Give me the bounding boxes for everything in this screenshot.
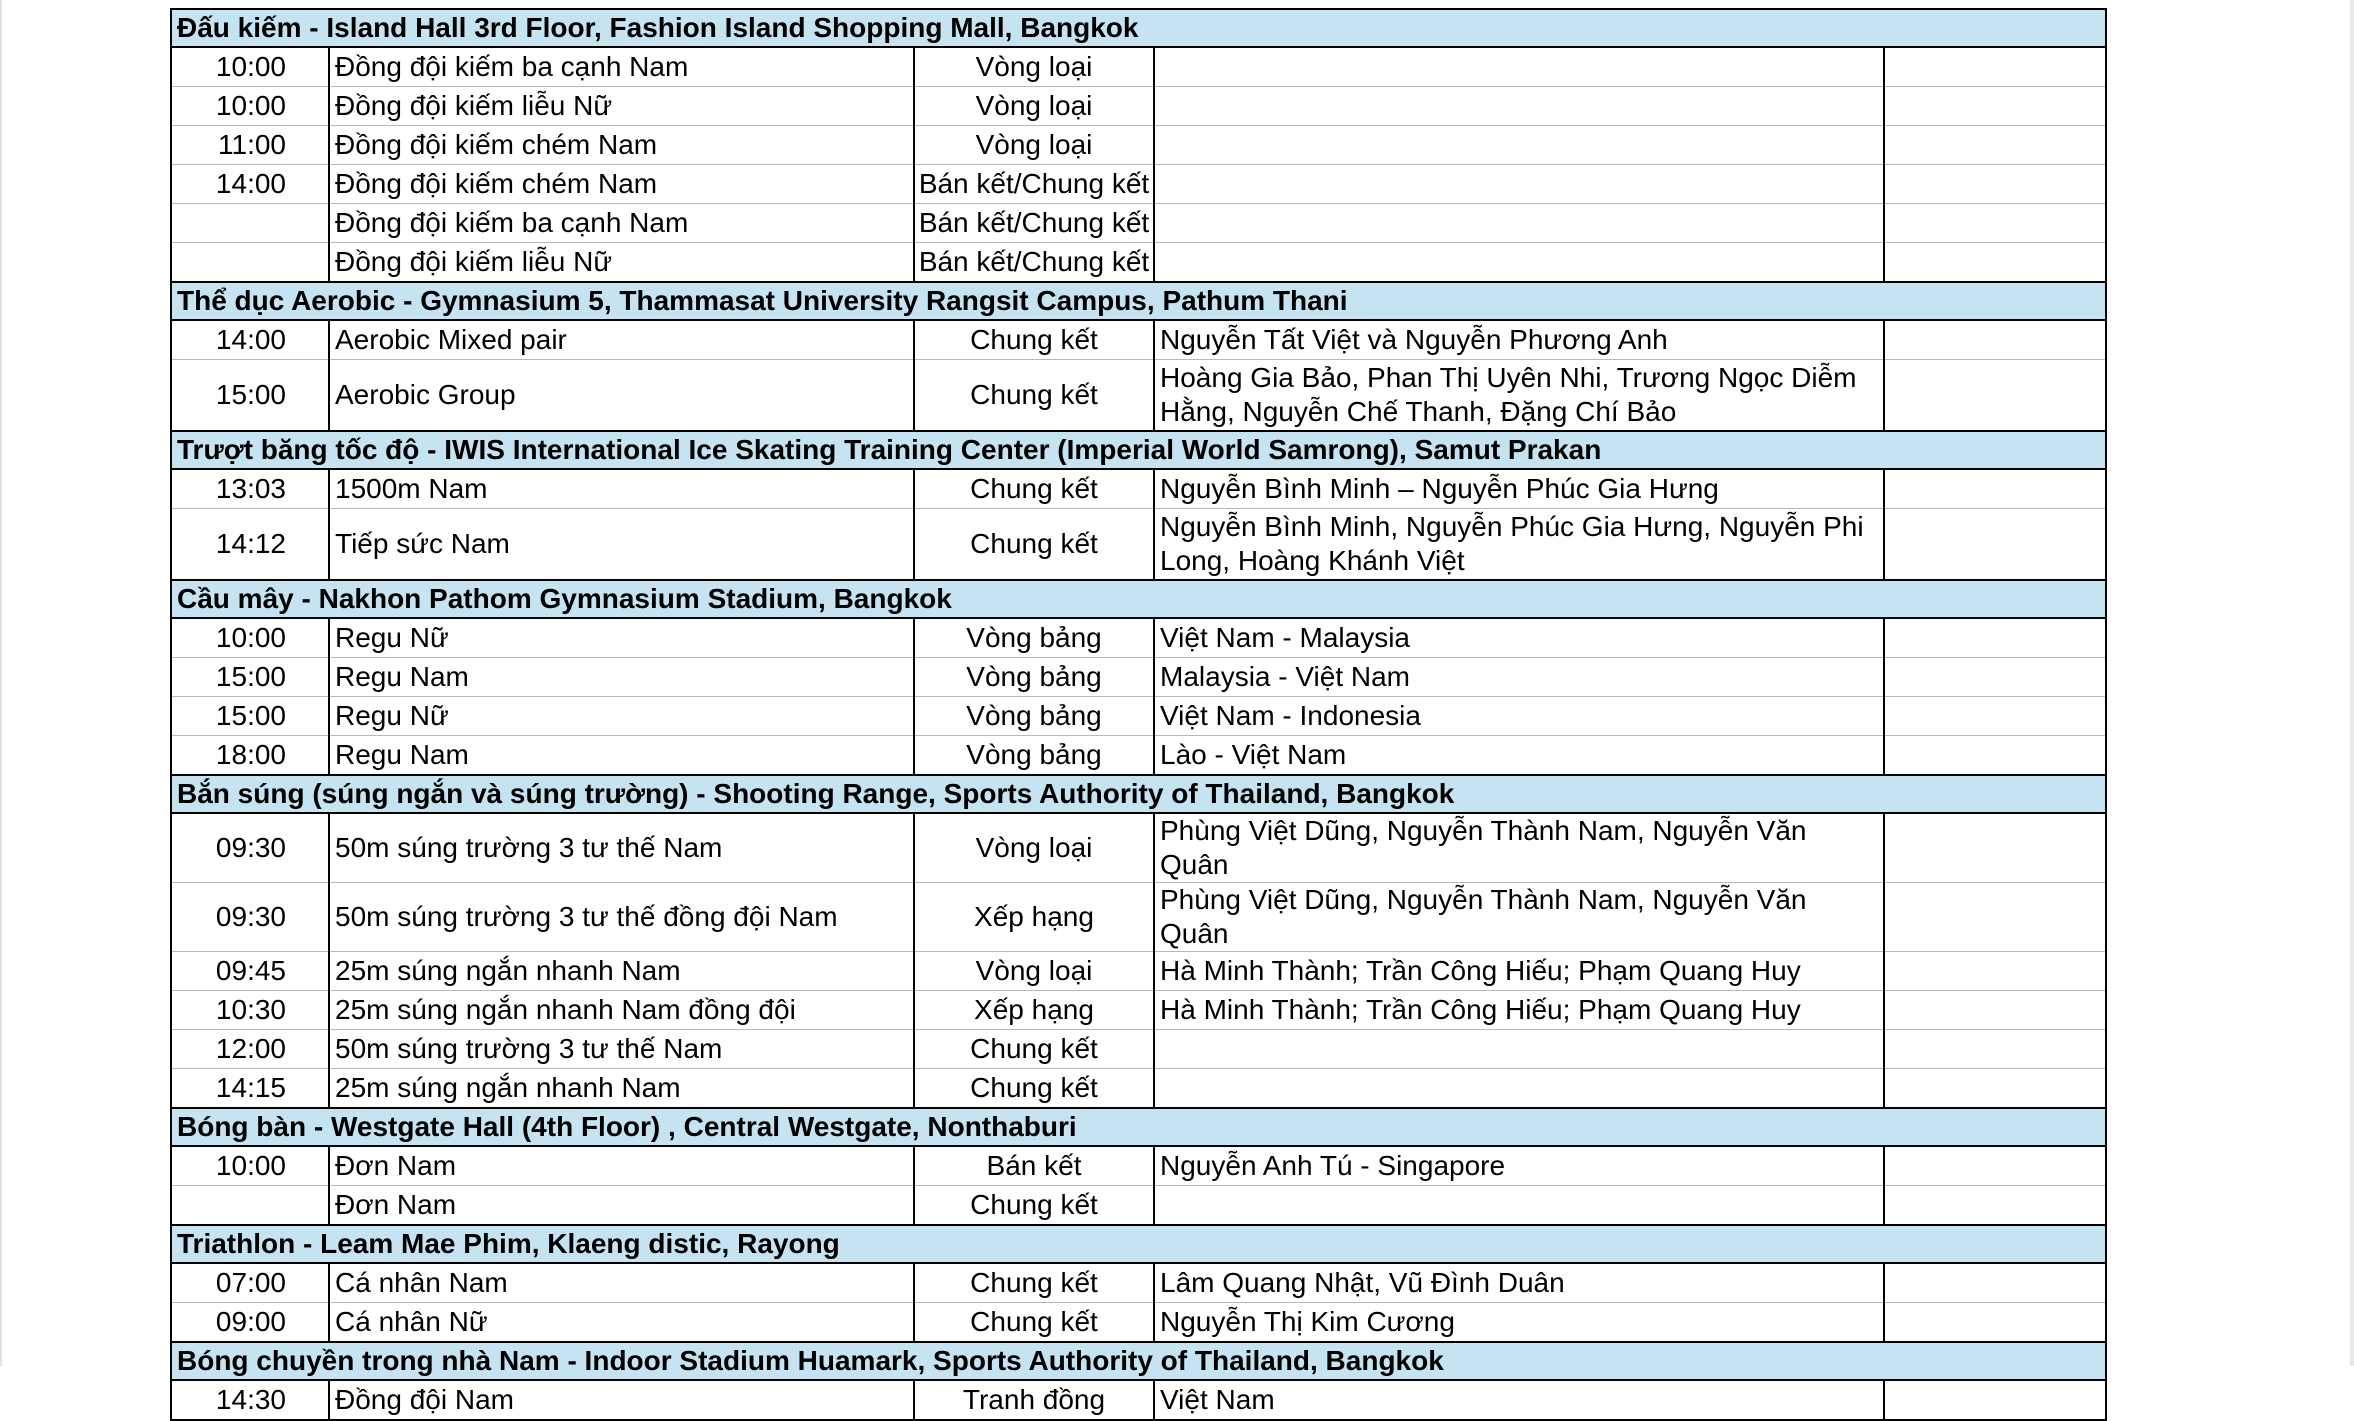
time-cell[interactable]: 15:00 — [171, 360, 329, 432]
extra-cell[interactable] — [1884, 320, 2106, 360]
round-cell[interactable]: Chung kết — [914, 1303, 1154, 1343]
time-cell[interactable]: 11:00 — [171, 126, 329, 165]
extra-cell[interactable] — [1884, 360, 2106, 432]
athletes-cell[interactable] — [1154, 1186, 1884, 1226]
table-row — [171, 320, 2106, 360]
athletes-cell[interactable]: Nguyễn Tất Việt và Nguyễn Phương Anh — [1154, 320, 1884, 360]
athletes-cell[interactable]: Phùng Việt Dũng, Nguyễn Thành Nam, Nguyễn Văn Quân — [1154, 813, 1884, 883]
athletes-cell[interactable]: Việt Nam - Malaysia — [1154, 618, 1884, 658]
extra-cell[interactable] — [1884, 883, 2106, 952]
table-row — [171, 126, 2106, 165]
event-cell[interactable]: 50m súng trường 3 tư thế Nam — [329, 813, 914, 883]
time-cell[interactable]: 12:00 — [171, 1030, 329, 1069]
time-cell[interactable]: 09:45 — [171, 952, 329, 991]
table-row — [171, 736, 2106, 776]
round-cell[interactable]: Vòng loại — [914, 87, 1154, 126]
event-cell[interactable]: 25m súng ngắn nhanh Nam — [329, 1069, 914, 1109]
extra-cell[interactable] — [1884, 1303, 2106, 1343]
athletes-cell[interactable]: Lâm Quang Nhật, Vũ Đình Duân — [1154, 1263, 1884, 1303]
extra-cell[interactable] — [1884, 126, 2106, 165]
table-row — [171, 47, 2106, 87]
athletes-cell[interactable]: Việt Nam - Indonesia — [1154, 697, 1884, 736]
event-cell[interactable]: Đồng đội kiếm chém Nam — [329, 165, 914, 204]
event-cell[interactable]: Đồng đội kiếm liễu Nữ — [329, 87, 914, 126]
athletes-cell[interactable]: Nguyễn Anh Tú - Singapore — [1154, 1146, 1884, 1186]
table-row — [171, 204, 2106, 243]
table-row — [171, 360, 2106, 432]
time-cell[interactable]: 14:15 — [171, 1069, 329, 1109]
schedule-table — [170, 8, 2107, 1421]
event-cell[interactable]: Regu Nam — [329, 658, 914, 697]
athletes-cell[interactable]: Nguyễn Bình Minh, Nguyễn Phúc Gia Hưng, Nguyễn Phi Long, Hoàng Khánh Việt — [1154, 509, 1884, 581]
section-title[interactable]: Đấu kiếm - Island Hall 3rd Floor, Fashion Island Shopping Mall, Bangkok — [171, 9, 2106, 47]
time-cell[interactable]: 09:00 — [171, 1303, 329, 1343]
table-row — [171, 1069, 2106, 1109]
event-cell[interactable]: Regu Nam — [329, 736, 914, 776]
round-cell[interactable]: Vòng bảng — [914, 658, 1154, 697]
event-cell[interactable]: 25m súng ngắn nhanh Nam đồng đội — [329, 991, 914, 1030]
table-row — [171, 1263, 2106, 1303]
event-cell[interactable]: Aerobic Group — [329, 360, 914, 432]
table-row — [171, 469, 2106, 509]
round-cell[interactable]: Bán kết — [914, 1146, 1154, 1186]
extra-cell[interactable] — [1884, 509, 2106, 581]
time-cell[interactable]: 14:12 — [171, 509, 329, 581]
round-cell[interactable]: Xếp hạng — [914, 991, 1154, 1030]
athletes-cell[interactable] — [1154, 1069, 1884, 1109]
event-cell[interactable]: Đồng đội kiếm liễu Nữ — [329, 243, 914, 283]
section-title[interactable]: Bóng chuyền trong nhà Nam - Indoor Stadium Huamark, Sports Authority of Thailand, Bangkok — [171, 1342, 2106, 1380]
athletes-cell[interactable]: Hà Minh Thành; Trần Công Hiếu; Phạm Quang Huy — [1154, 991, 1884, 1030]
round-cell[interactable]: Chung kết — [914, 360, 1154, 432]
athletes-cell[interactable] — [1154, 126, 1884, 165]
time-cell[interactable] — [171, 243, 329, 283]
extra-cell[interactable] — [1884, 1263, 2106, 1303]
extra-cell[interactable] — [1884, 1146, 2106, 1186]
table-row — [171, 1186, 2106, 1226]
round-cell[interactable]: Chung kết — [914, 1263, 1154, 1303]
round-cell[interactable]: Chung kết — [914, 469, 1154, 509]
athletes-cell[interactable]: Hà Minh Thành; Trần Công Hiếu; Phạm Quang Huy — [1154, 952, 1884, 991]
extra-cell[interactable] — [1884, 87, 2106, 126]
event-cell[interactable]: Đơn Nam — [329, 1186, 914, 1226]
extra-cell[interactable] — [1884, 813, 2106, 883]
athletes-cell[interactable]: Malaysia - Việt Nam — [1154, 658, 1884, 697]
section-title[interactable]: Bóng bàn - Westgate Hall (4th Floor) , Central Westgate, Nonthaburi — [171, 1108, 2106, 1146]
extra-cell[interactable] — [1884, 658, 2106, 697]
round-cell[interactable]: Chung kết — [914, 509, 1154, 581]
time-cell[interactable]: 14:00 — [171, 165, 329, 204]
section-header — [171, 282, 2106, 320]
event-cell[interactable]: Đồng đội kiếm ba cạnh Nam — [329, 47, 914, 87]
round-cell[interactable]: Chung kết — [914, 320, 1154, 360]
time-cell[interactable]: 13:03 — [171, 469, 329, 509]
extra-cell[interactable] — [1884, 204, 2106, 243]
time-cell[interactable] — [171, 204, 329, 243]
athletes-cell[interactable] — [1154, 243, 1884, 283]
event-cell[interactable]: Regu Nữ — [329, 618, 914, 658]
table-row — [171, 1380, 2106, 1420]
event-cell[interactable]: Cá nhân Nữ — [329, 1303, 914, 1343]
athletes-cell[interactable]: Nguyễn Thị Kim Cương — [1154, 1303, 1884, 1343]
section-header — [171, 580, 2106, 618]
section-title[interactable]: Thể dục Aerobic - Gymnasium 5, Thammasat University Rangsit Campus, Pathum Thani — [171, 282, 2106, 320]
time-cell[interactable]: 15:00 — [171, 658, 329, 697]
table-row — [171, 697, 2106, 736]
round-cell[interactable]: Vòng bảng — [914, 697, 1154, 736]
event-cell[interactable]: Cá nhân Nam — [329, 1263, 914, 1303]
time-cell[interactable]: 14:00 — [171, 320, 329, 360]
round-cell[interactable]: Chung kết — [914, 1186, 1154, 1226]
time-cell[interactable] — [171, 1186, 329, 1226]
round-cell[interactable]: Bán kết/Chung kết — [914, 243, 1154, 283]
time-cell[interactable]: 10:00 — [171, 1146, 329, 1186]
athletes-cell[interactable] — [1154, 87, 1884, 126]
round-cell[interactable]: Chung kết — [914, 1030, 1154, 1069]
round-cell[interactable]: Xếp hạng — [914, 883, 1154, 952]
athletes-cell[interactable] — [1154, 204, 1884, 243]
extra-cell[interactable] — [1884, 1030, 2106, 1069]
round-cell[interactable]: Tranh đồng — [914, 1380, 1154, 1420]
round-cell[interactable]: Vòng loại — [914, 952, 1154, 991]
table-row — [171, 952, 2106, 991]
section-title[interactable]: Cầu mây - Nakhon Pathom Gymnasium Stadium, Bangkok — [171, 580, 2106, 618]
time-cell[interactable]: 10:00 — [171, 87, 329, 126]
athletes-cell[interactable]: Phùng Việt Dũng, Nguyễn Thành Nam, Nguyễn Văn Quân — [1154, 883, 1884, 952]
round-cell[interactable]: Vòng loại — [914, 47, 1154, 87]
event-cell[interactable]: Đồng đội Nam — [329, 1380, 914, 1420]
time-cell[interactable]: 09:30 — [171, 813, 329, 883]
table-row — [171, 813, 2106, 883]
table-row — [171, 1146, 2106, 1186]
extra-cell[interactable] — [1884, 1186, 2106, 1226]
extra-cell[interactable] — [1884, 991, 2106, 1030]
round-cell[interactable]: Vòng loại — [914, 126, 1154, 165]
event-cell[interactable]: 25m súng ngắn nhanh Nam — [329, 952, 914, 991]
round-cell[interactable]: Vòng loại — [914, 813, 1154, 883]
round-cell[interactable]: Chung kết — [914, 1069, 1154, 1109]
round-cell[interactable]: Bán kết/Chung kết — [914, 204, 1154, 243]
event-cell[interactable]: Aerobic Mixed pair — [329, 320, 914, 360]
time-cell[interactable]: 07:00 — [171, 1263, 329, 1303]
event-cell[interactable]: 50m súng trường 3 tư thế đồng đội Nam — [329, 883, 914, 952]
section-title[interactable]: Bắn súng (súng ngắn và súng trường) - Shooting Range, Sports Authority of Thailand, Bangkok — [171, 775, 2106, 813]
section-header — [171, 1108, 2106, 1146]
time-cell[interactable]: 15:00 — [171, 697, 329, 736]
event-cell[interactable]: 1500m Nam — [329, 469, 914, 509]
event-cell[interactable]: 50m súng trường 3 tư thế Nam — [329, 1030, 914, 1069]
event-cell[interactable]: Regu Nữ — [329, 697, 914, 736]
extra-cell[interactable] — [1884, 165, 2106, 204]
section-header — [171, 775, 2106, 813]
time-cell[interactable]: 09:30 — [171, 883, 329, 952]
extra-cell[interactable] — [1884, 736, 2106, 776]
window-left-edge — [0, 0, 2, 1366]
event-cell[interactable]: Đồng đội kiếm chém Nam — [329, 126, 914, 165]
event-cell[interactable]: Đơn Nam — [329, 1146, 914, 1186]
table-row — [171, 165, 2106, 204]
section-header — [171, 9, 2106, 47]
athletes-cell[interactable]: Lào - Việt Nam — [1154, 736, 1884, 776]
table-row — [171, 87, 2106, 126]
table-row — [171, 509, 2106, 581]
athletes-cell[interactable] — [1154, 47, 1884, 87]
section-header — [171, 1342, 2106, 1380]
extra-cell[interactable] — [1884, 697, 2106, 736]
extra-cell[interactable] — [1884, 1069, 2106, 1109]
section-header — [171, 431, 2106, 469]
athletes-cell[interactable]: Hoàng Gia Bảo, Phan Thị Uyên Nhi, Trương Ngọc Diễm Hằng, Nguyễn Chế Thanh, Đặng Chí Bảo — [1154, 360, 1884, 432]
extra-cell[interactable] — [1884, 469, 2106, 509]
table-row — [171, 991, 2106, 1030]
round-cell[interactable]: Bán kết/Chung kết — [914, 165, 1154, 204]
extra-cell[interactable] — [1884, 618, 2106, 658]
event-cell[interactable]: Tiếp sức Nam — [329, 509, 914, 581]
window-right-edge — [2350, 0, 2354, 1366]
athletes-cell[interactable]: Nguyễn Bình Minh – Nguyễn Phúc Gia Hưng — [1154, 469, 1884, 509]
event-cell[interactable]: Đồng đội kiếm ba cạnh Nam — [329, 204, 914, 243]
extra-cell[interactable] — [1884, 952, 2106, 991]
table-row — [171, 883, 2106, 952]
time-cell[interactable]: 10:00 — [171, 618, 329, 658]
athletes-cell[interactable] — [1154, 165, 1884, 204]
table-row — [171, 243, 2106, 283]
table-row — [171, 1030, 2106, 1069]
table-row — [171, 1303, 2106, 1343]
time-cell[interactable]: 18:00 — [171, 736, 329, 776]
athletes-cell[interactable]: Việt Nam — [1154, 1380, 1884, 1420]
time-cell[interactable]: 10:00 — [171, 47, 329, 87]
athletes-cell[interactable] — [1154, 1030, 1884, 1069]
section-title[interactable]: Triathlon - Leam Mae Phim, Klaeng distic, Rayong — [171, 1225, 2106, 1263]
extra-cell[interactable] — [1884, 1380, 2106, 1420]
table-row — [171, 658, 2106, 697]
extra-cell[interactable] — [1884, 243, 2106, 283]
round-cell[interactable]: Vòng bảng — [914, 736, 1154, 776]
schedule-body — [171, 9, 2106, 1420]
section-title[interactable]: Trượt băng tốc độ - IWIS International Ice Skating Training Center (Imperial World Samrong), Samut Prakan — [171, 431, 2106, 469]
section-header — [171, 1225, 2106, 1263]
time-cell[interactable]: 10:30 — [171, 991, 329, 1030]
extra-cell[interactable] — [1884, 47, 2106, 87]
round-cell[interactable]: Vòng bảng — [914, 618, 1154, 658]
table-row — [171, 618, 2106, 658]
time-cell[interactable]: 14:30 — [171, 1380, 329, 1420]
